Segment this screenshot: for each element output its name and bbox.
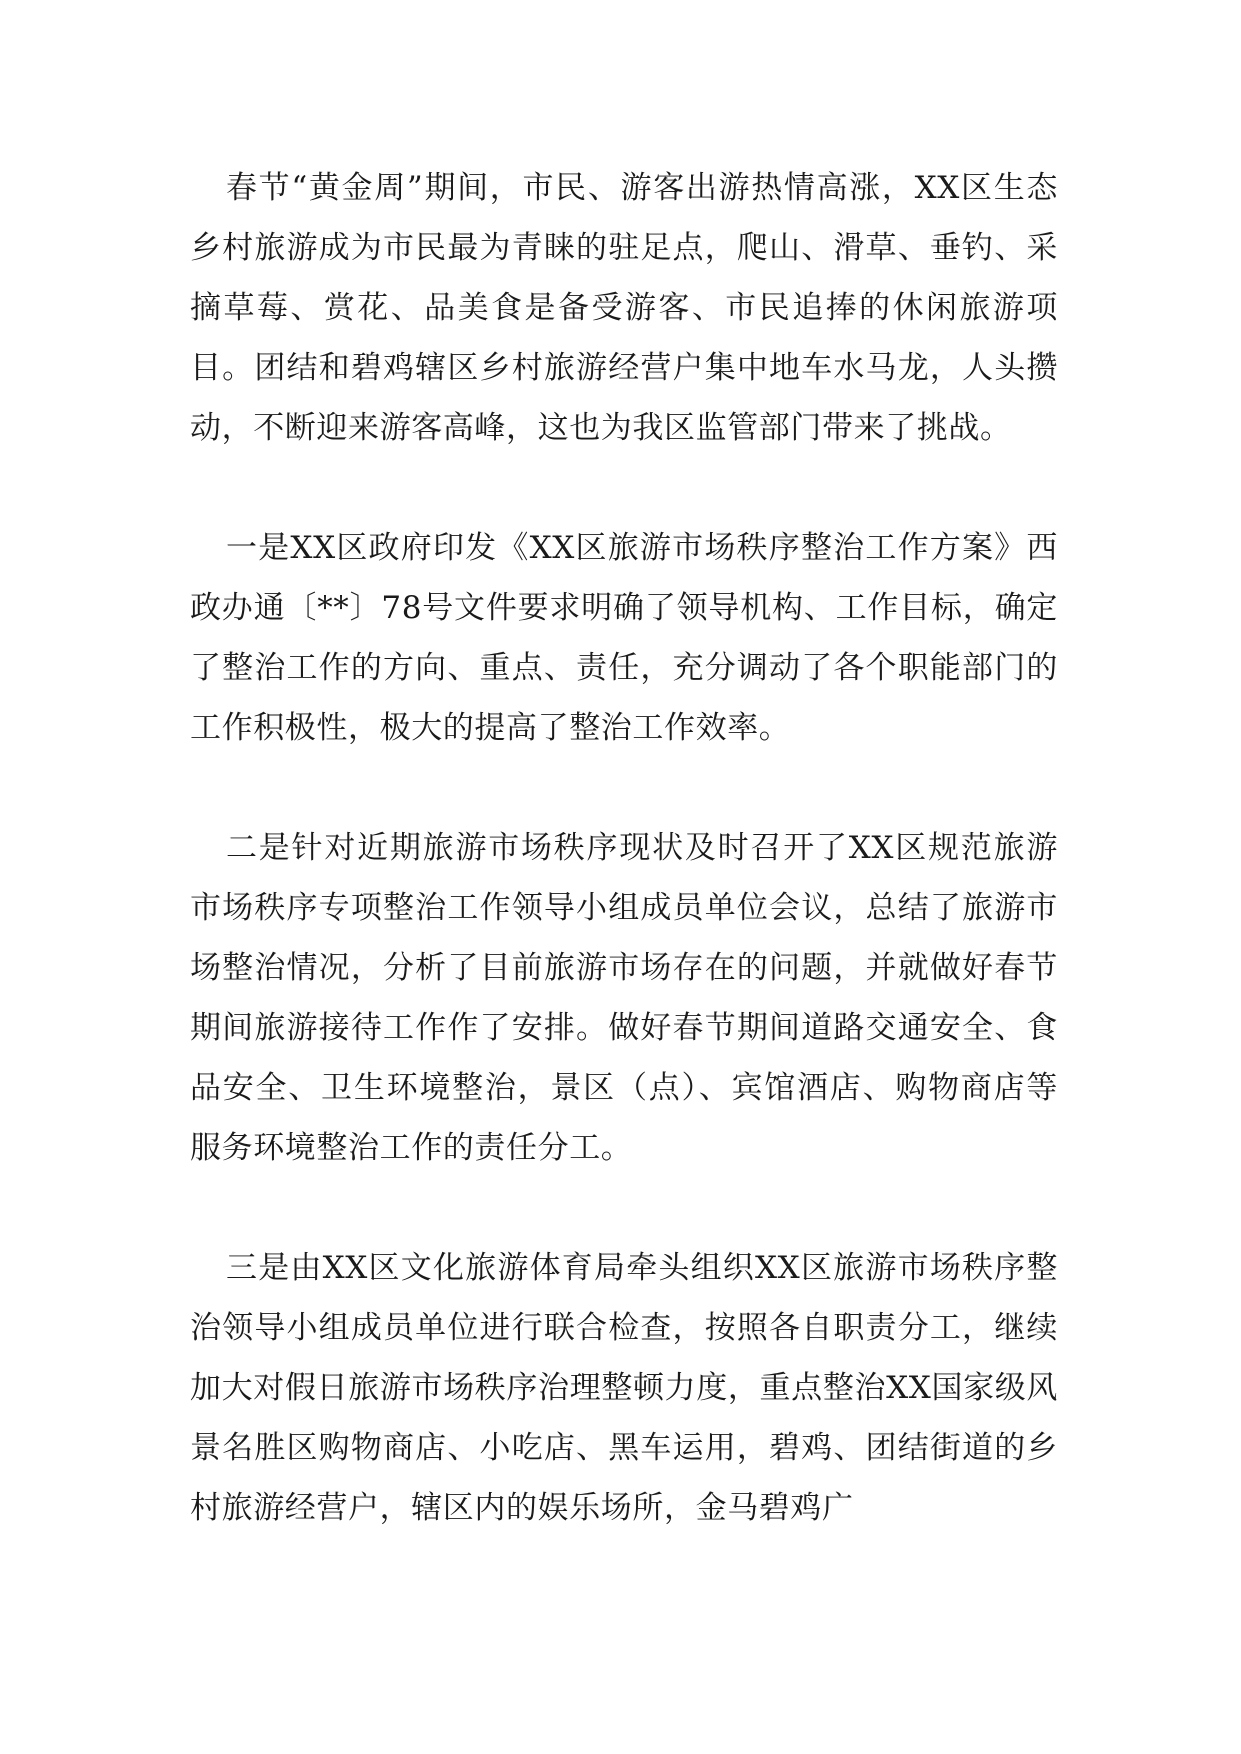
document-body [190, 158, 1058, 1538]
paragraph-point-two: 二是针对近期旅游市场秩序现状及时召开了XX区规范旅游市场秩序专项整治工作领导小组成员单位会议，总结了旅游市场整治情况，分析了目前旅游市场存在的问题，并就做好春节期间旅游接待工作作了安排。做好春节期间道路交通安全、食品安全、卫生环境整治，景区（点）、宾馆酒店、购物商店等服务环境整治工作的责任分工。 [190, 830, 1058, 1166]
paragraph-point-three: 三是由XX区文化旅游体育局牵头组织XX区旅游市场秩序整治领导小组成员单位进行联合检查，按照各自职责分工，继续加大对假日旅游市场秩序治理整顿力度，重点整治XX国家级风景名胜区购物商店、小吃店、黑车运用，碧鸡、团结街道的乡村旅游经营户，辖区内的娱乐场所，金马碧鸡广 [190, 1250, 1058, 1526]
paragraph-intro: 春节“黄金周”期间，市民、游客出游热情高涨，XX区生态乡村旅游成为市民最为青睐的驻足点，爬山、滑草、垂钓、采摘草莓、赏花、品美食是备受游客、市民追捧的休闲旅游项目。团结和碧鸡辖区乡村旅游经营户集中地车水马龙，人头攒动，不断迎来游客高峰，这也为我区监管部门带来了挑战。 [190, 170, 1058, 446]
paragraph-point-one: 一是XX区政府印发《XX区旅游市场秩序整治工作方案》西政办通〔**〕78号文件要求明确了领导机构、工作目标，确定了整治工作的方向、重点、责任，充分调动了各个职能部门的工作积极性，极大的提高了整治工作效率。 [190, 530, 1058, 746]
